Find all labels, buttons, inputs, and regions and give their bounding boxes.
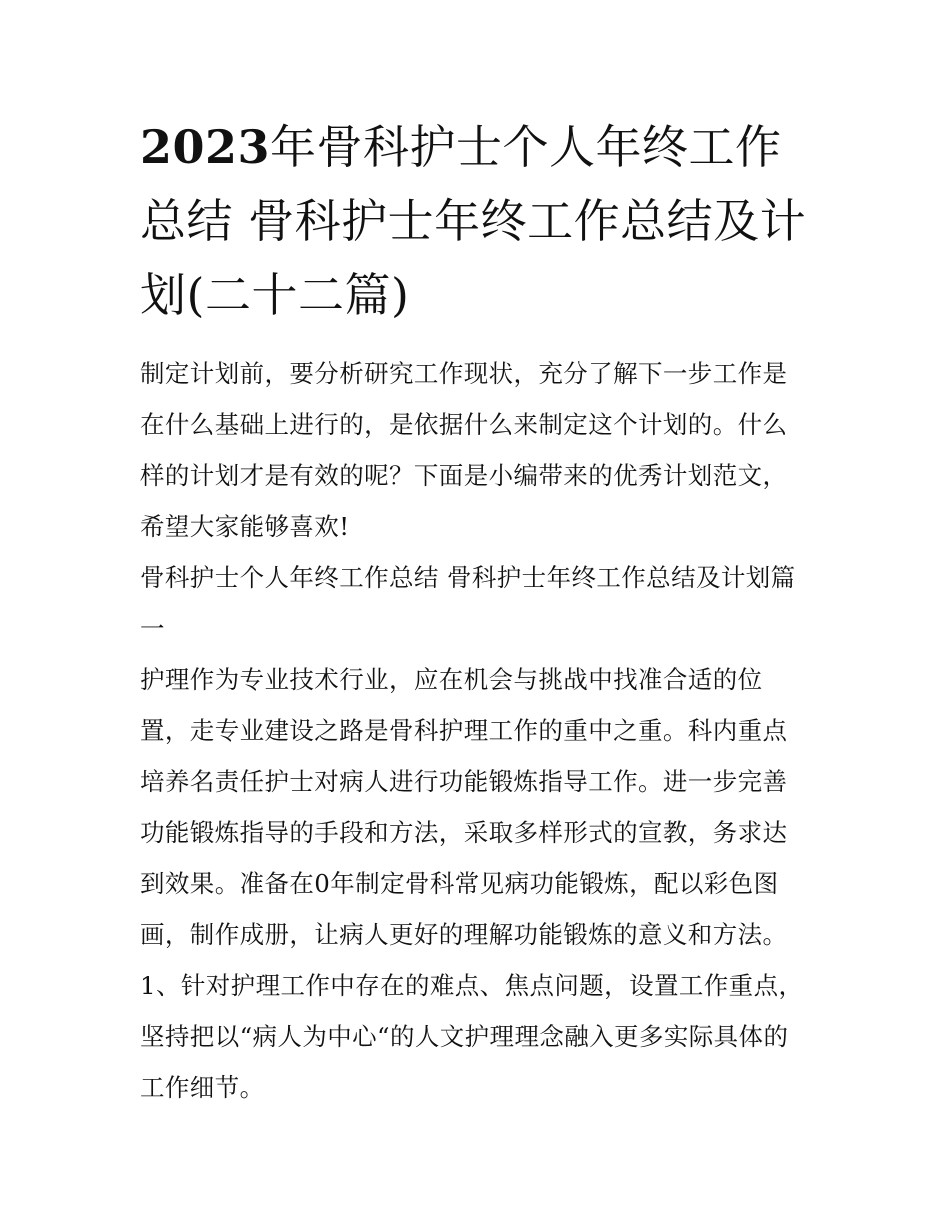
title-text: 年骨科护士个人年终工作总结 骨科护士年终工作总结及计划(二十二篇) bbox=[140, 120, 807, 322]
title-year: 2023 bbox=[140, 120, 271, 174]
body-paragraph: 护理作为专业技术行业，应在机会与挑战中找准合适的位置，走专业建设之路是骨科护理工作的重中之重。科内重点培养名责任护士对病人进行功能锻炼指导工作。进一步完善功能锻炼指导的手段和方法，采取多样形式的宣教，务求达到效果。准备在0年制定骨科常见病功能锻炼，配以彩色图画，制作成册，让病人更好的理解功能锻炼的意义和方法。 bbox=[140, 665, 788, 949]
document-title bbox=[140, 110, 812, 332]
document-page bbox=[140, 110, 812, 1113]
section-heading: 骨科护士个人年终工作总结 骨科护士年终工作总结及计划篇一 bbox=[140, 563, 796, 643]
list-item: 1、针对护理工作中存在的难点、焦点问题，设置工作重点，坚持把以“病人为中心“的人文护理理念融入更多实际具体的工作细节。 bbox=[140, 971, 804, 1102]
intro-paragraph: 制定计划前，要分析研究工作现状，充分了解下一步工作是在什么基础上进行的，是依据什么来制定这个计划的。什么样的计划才是有效的呢？下面是小编带来的优秀计划范文，希望大家能够喜欢! bbox=[140, 359, 788, 541]
